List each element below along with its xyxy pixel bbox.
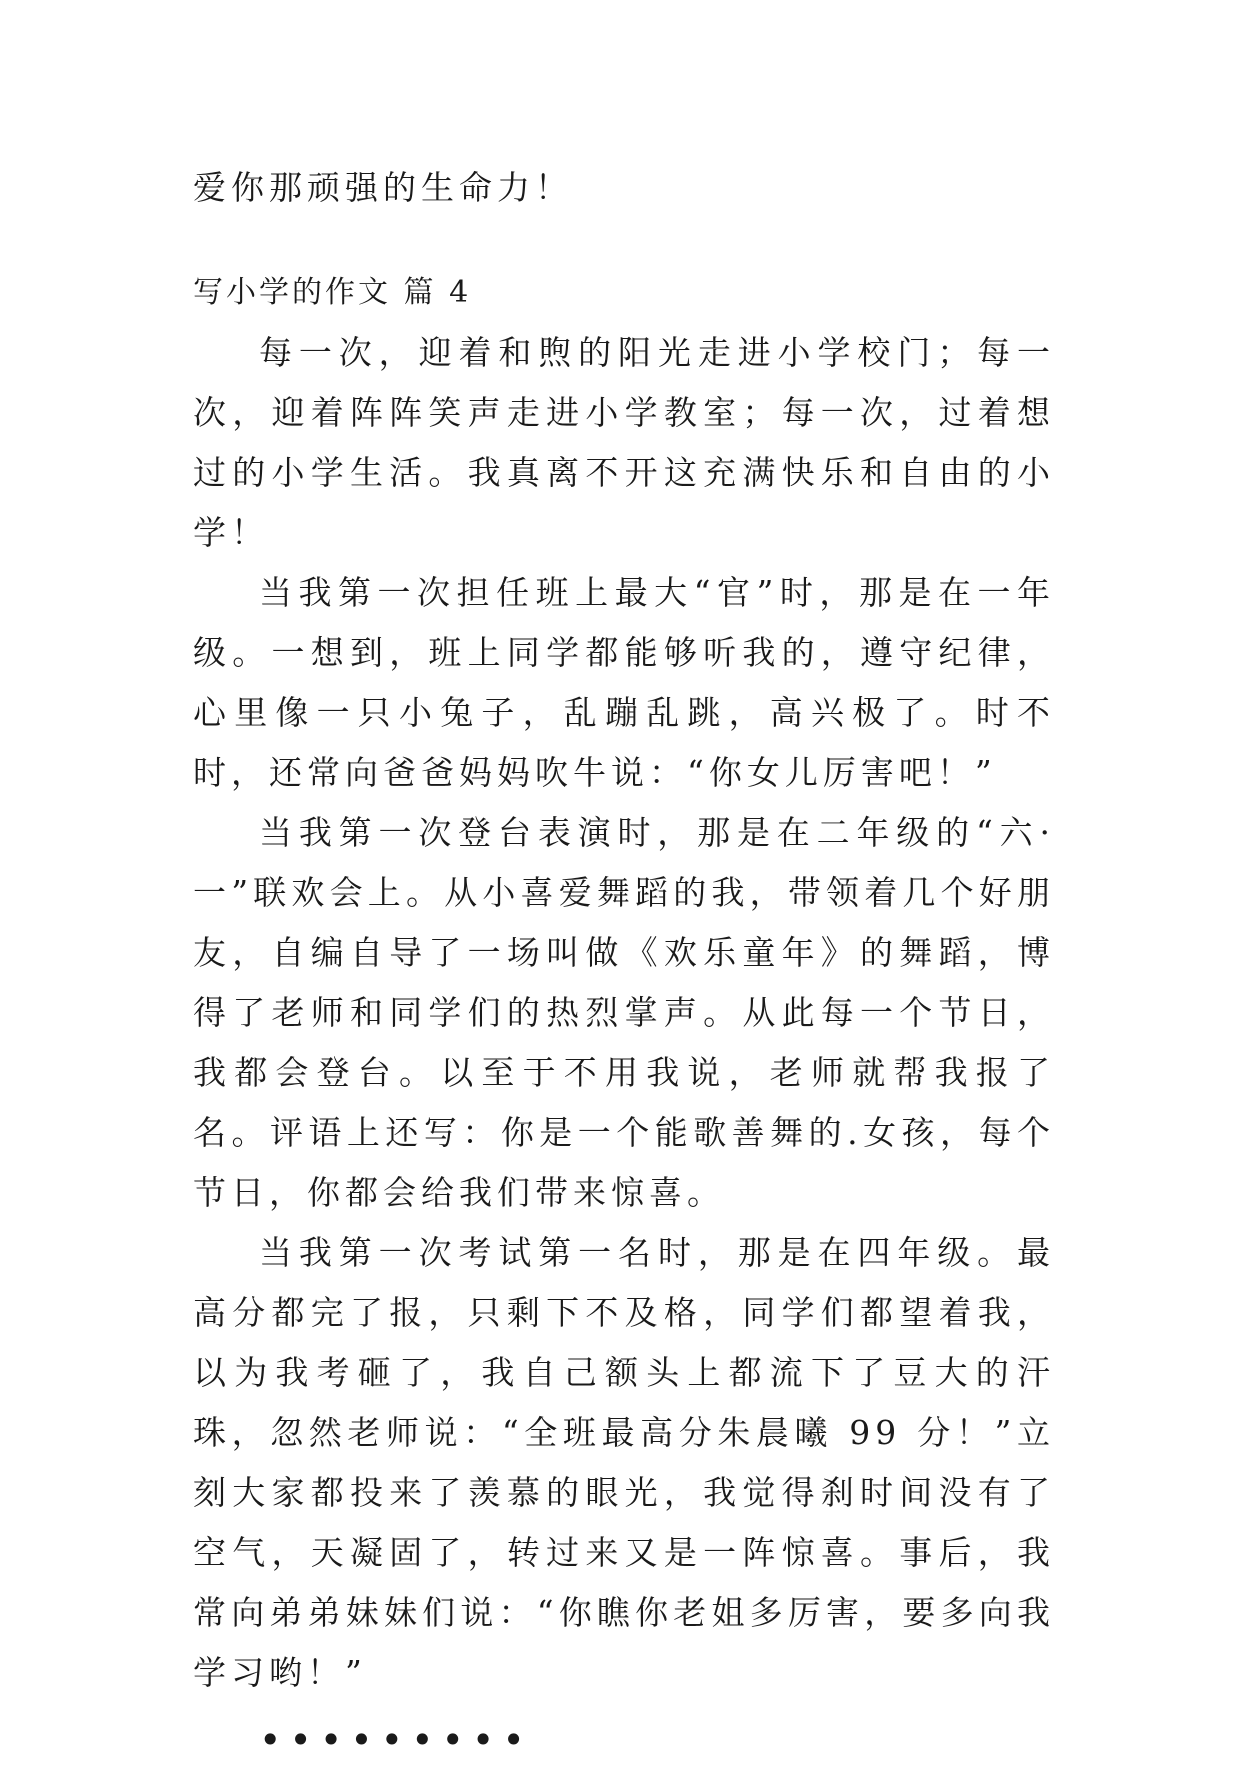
paragraph-2: 当我第一次担任班上最大“官”时，那是在一年级。一想到，班上同学都能够听我的，遵守纪律，心里像一只小兔子，乱蹦乱跳，高兴极了。时不时，还常向爸爸妈妈吹牛说：“你女儿厉害吧！”	[193, 573, 1055, 792]
paragraph-3: 当我第一次登台表演时，那是在二年级的“六·一”联欢会上。从小喜爱舞蹈的我，带领着几个好朋友，自编自导了一场叫做《欢乐童年》的舞蹈，博得了老师和同学们的热烈掌声。从此每一个节日，我都会登台。以至于不用我说，老师就帮我报了名。评语上还写：你是一个能歌善舞的.女孩，每个节日，你都会给我们带来惊喜。	[193, 813, 1055, 1212]
paragraph-1: 每一次，迎着和煦的阳光走进小学校门；每一次，迎着阵阵笑声走进小学教室；每一次，过着想过的小学生活。我真离不开这充满快乐和自由的小学！	[193, 333, 1055, 552]
ellipsis-dots: •••••••••	[259, 1718, 533, 1762]
section-heading: 写小学的作文 篇 4	[193, 275, 472, 310]
paragraph-4: 当我第一次考试第一名时，那是在四年级。最高分都完了报，只剩下不及格，同学们都望着我，以为我考砸了，我自己额头上都流下了豆大的汗珠，忽然老师说：“全班最高分朱晨曦 99 分！”立刻大家都投来了羡慕的眼光，我觉得刹时间没有了空气，天凝固了，转过来又是一阵惊喜。事后，我常向弟弟妹妹们说：“你瞧你老姐多厉害，要多向我学习哟！”	[193, 1233, 1055, 1692]
closing-line: 爱你那顽强的生命力！	[193, 168, 573, 207]
document-page	[193, 158, 1055, 1765]
